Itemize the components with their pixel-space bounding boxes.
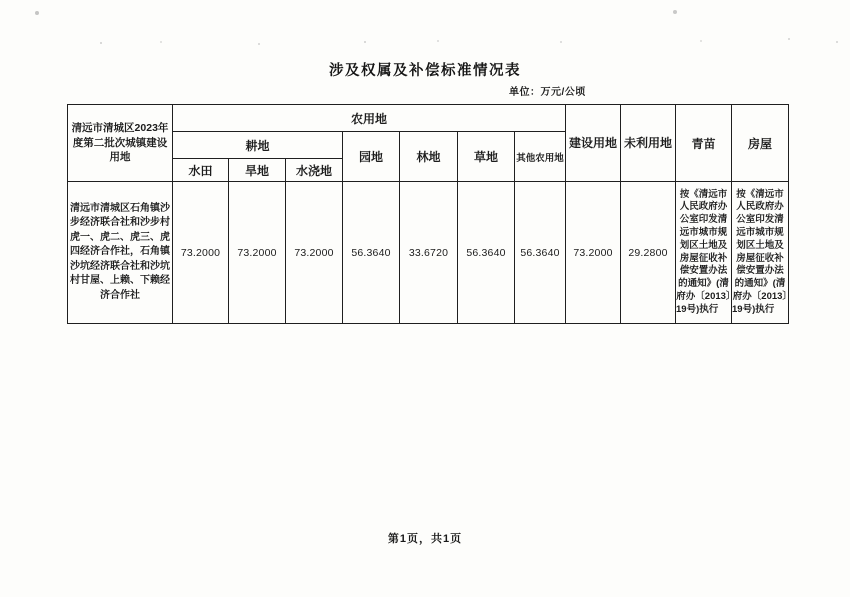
page-number-footer: 第1页，共1页	[387, 533, 463, 545]
cell-unused-land-value: 29.2800	[621, 182, 676, 324]
document-title: 涉及权属及补偿标准情况表	[329, 63, 521, 79]
compensation-standards-table	[67, 104, 789, 324]
scan-noise-specks	[0, 0, 2, 2]
cell-other-agricultural-value: 56.3640	[515, 182, 566, 324]
header-agricultural-land-group: 农用地	[173, 105, 566, 132]
unit-label: 单位：万元/公顷	[509, 87, 586, 98]
cell-grass-land-value: 56.3640	[458, 182, 515, 324]
cell-irrigated-land-value: 73.2000	[286, 182, 343, 324]
data-row	[68, 182, 789, 324]
header-forest-land: 林地	[400, 132, 458, 182]
header-dry-land: 旱地	[229, 159, 286, 182]
cell-project-name: 清远市清城区石角镇沙步经济联合社和沙步村虎一、虎二、虎三、虎四经济合作社，石角镇沙坑经济联合社和沙坑村甘屋、上赖、下赖经济合作社	[68, 182, 173, 324]
header-cultivated-land-group: 耕地	[173, 132, 343, 159]
header-irrigated-land: 水浇地	[286, 159, 343, 182]
header-grass-land: 草地	[458, 132, 515, 182]
header-housing: 房屋	[732, 105, 789, 182]
cell-housing-policy: 按《清远市人民政府办公室印发清远市城市规划区土地及房屋征收补偿安置办法的通知》(清府办〔2013〕19号)执行	[732, 182, 789, 324]
header-unused-land: 未利用地	[621, 105, 676, 182]
cell-paddy-field-value: 73.2000	[173, 182, 229, 324]
cell-dry-land-value: 73.2000	[229, 182, 286, 324]
header-row-1	[68, 105, 789, 132]
header-paddy-field: 水田	[173, 159, 229, 182]
header-other-agricultural-land: 其他农用地	[515, 132, 566, 182]
cell-forest-land-value: 33.6720	[400, 182, 458, 324]
cell-green-crops-policy: 按《清远市人民政府办公室印发清远市城市规划区土地及房屋征收补偿安置办法的通知》(清府办〔2013〕19号)执行	[676, 182, 732, 324]
cell-garden-land-value: 56.3640	[343, 182, 400, 324]
header-green-crops: 青苗	[676, 105, 732, 182]
project-column-header: 清远市清城区2023年度第二批次城镇建设用地	[68, 105, 173, 182]
header-garden-land: 园地	[343, 132, 400, 182]
header-construction-land: 建设用地	[566, 105, 621, 182]
cell-construction-land-value: 73.2000	[566, 182, 621, 324]
